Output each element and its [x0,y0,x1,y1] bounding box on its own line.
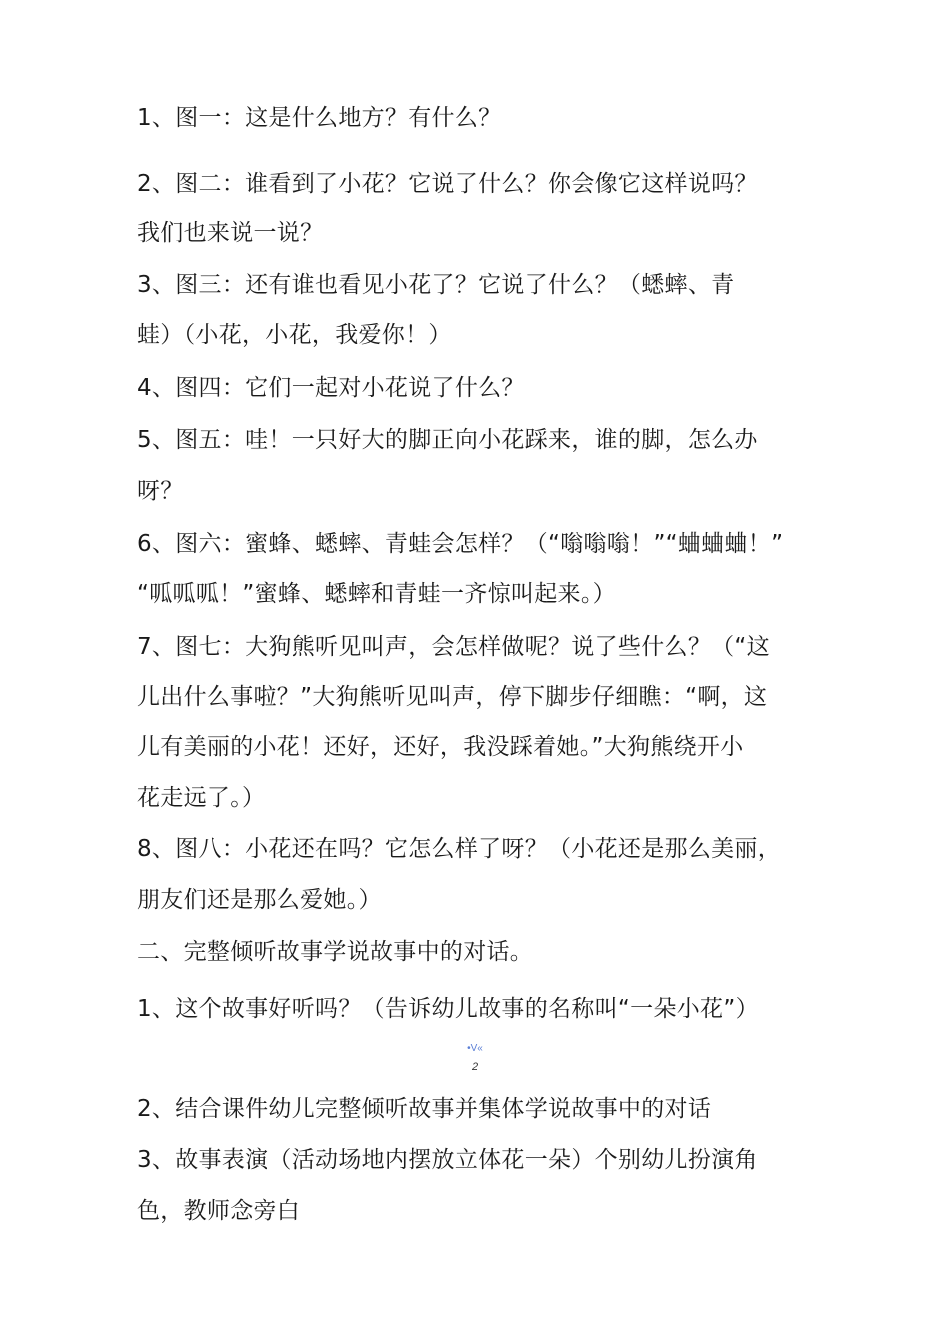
page-marker-glyph: •V« [467,1043,483,1054]
text-line: 3、图三：还有谁也看见小花了？它说了什么？（蟋蟀、青 [137,272,735,298]
text-line: 我们也来说一说？ [137,220,324,246]
page-number: 2 [471,1061,479,1073]
text-line: 花走远了。） [137,785,266,811]
text-line: 5、图五：哇！一只好大的脚正向小花踩来，谁的脚，怎么办 [137,427,758,453]
text-line: 朋友们还是那么爱她。） [137,887,382,913]
text-line: 1、图一：这是什么地方？有什么？ [137,105,502,131]
text-line: 呀？ [137,478,184,504]
text-line: 4、图四：它们一起对小花说了什么？ [137,375,525,401]
text-line: 2、结合课件幼儿完整倾听故事并集体学说故事中的对话 [137,1096,712,1122]
text-line: 1、这个故事好听吗？（告诉幼儿故事的名称叫“一朵小花”） [137,996,759,1022]
text-line: 儿出什么事啦？”大狗熊听见叫声，停下脚步仔细瞧：“啊，这 [137,684,768,710]
text-line: 2、图二：谁看到了小花？它说了什么？你会像它这样说吗？ [137,171,758,197]
text-line: 8、图八：小花还在吗？它怎么样了呀？（小花还是那么美丽， [137,836,782,862]
text-line: 6、图六：蜜蜂、蟋蟀、青蛙会怎样？（“嗡嗡嗡！”“蛐蛐蛐！” [137,531,784,557]
text-line: 7、图七：大狗熊听见叫声，会怎样做呢？说了些什么？（“这 [137,634,770,660]
text-line: 色，教师念旁白 [137,1198,301,1224]
text-line: 3、故事表演（活动场地内摆放立体花一朵）个别幼儿扮演角 [137,1147,758,1173]
text-line: 儿有美丽的小花！还好，还好，我没踩着她。”大狗熊绕开小 [137,734,744,760]
text-line: “呱呱呱！”蜜蜂、蟋蟀和青蛙一齐惊叫起来。） [137,581,616,607]
section-heading: 二、完整倾听故事学说故事中的对话。 [137,939,534,965]
text-line: 蛙）（小花，小花，我爱你！） [137,322,452,348]
